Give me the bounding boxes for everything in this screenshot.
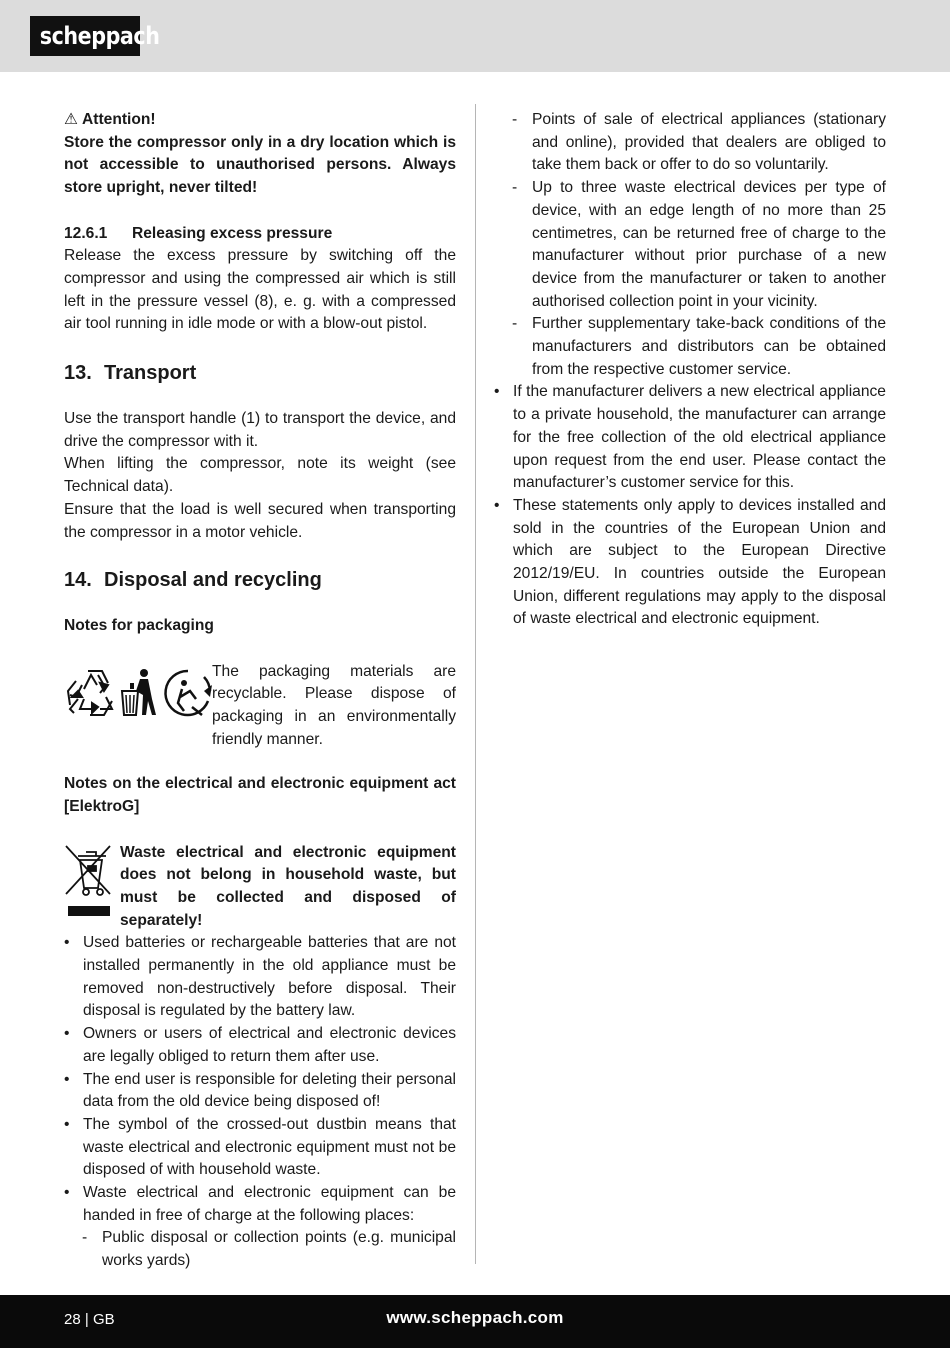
page-header [0,0,950,72]
weee-warning-text: Waste electrical and electronic equipment does not belong in household waste, but must be collected and disposed of separately! [120,843,456,929]
weee-block [64,842,456,933]
attention-title-line: ⚠ Attention! [64,109,456,132]
section-heading-transport: 13. Transport [64,362,197,385]
right-column [494,109,886,631]
website-link[interactable]: www.scheppach.com [386,1308,564,1327]
left-bullet-list [64,932,456,1273]
list-item: • If the manufacturer delivers a new electrical appliance to a private household, the manufacturer can arrange for the free collection of the old electrical appliance upon request from the end user. Please contact the manufacturer’s customer service for this. [494,381,886,495]
transport-paragraph-1: Use the transport handle (1) to transport the device, and drive the compressor with it. [64,410,456,450]
recycling-icon [68,671,112,715]
sub-list-item: - Points of sale of electrical appliances (stationary and online), provided that dealers are obliged to take them back or offer to do so voluntarily. [494,109,886,177]
column-divider [475,104,476,1264]
packaging-icons [64,661,212,729]
list-item: • Waste electrical and electronic equipment can be handed in free of charge at the following places: [64,1182,456,1227]
list-item: • These statements only apply to devices installed and sold in the countries of the European Union and which are subject to the European Directive 2012/19/EU. In countries outside the European Union, different regulations may apply to the disposal of waste electrical and electronic equipment. [494,495,886,631]
transport-paragraph-2: When lifting the compressor, note its weight (see Technical data). [64,455,456,496]
page-number: 28 | GB [64,1311,115,1328]
sub-list-item: - Public disposal or collection points (e.g. municipal works yards) [64,1227,456,1272]
subsection-text: Release the excess pressure by switching off the compressor and using the compressed air which is still left in the pressure vessel (8), e. g. with a compressed air tool running in idle mode or with a blow-out pistol. [64,247,456,333]
green-dot-icon [166,671,212,715]
packaging-text: The packaging materials are recyclable. Please dispose of packaging in an environmentally friendly manner. [212,662,456,748]
sub-list-item: - Further supplementary take-back conditions of the manufacturers and distributors can be obtained from the respective customer service. [494,313,886,381]
list-item: • Used batteries or rechargeable batteries that are not installed permanently in the old appliance must be removed non-destructively before disposal. Their disposal is regulated by the battery law. [64,932,456,1023]
right-bullet-list [494,109,886,631]
list-item: • The end user is responsible for deleting their personal data from the old device being disposed of! [64,1069,456,1114]
section-heading-disposal: 14. Disposal and recycling [64,569,322,592]
list-item: • Owners or users of electrical and electronic devices are legally obliged to return them after use. [64,1023,456,1068]
crossed-out-wheelie-bin-icon [64,842,120,932]
list-item: • The symbol of the crossed-out dustbin means that waste electrical and electronic equipment must not be disposed of with household waste. [64,1114,456,1182]
subsection-heading: 12.6.1 Releasing excess pressure [64,224,333,242]
page-footer [0,1295,950,1348]
sub-list-item: - Up to three waste electrical devices per type of device, with an edge length of no more than 25 centimetres, can be returned free of charge to the manufacturer without prior purchase of a new device from the manufacturer or taken to another authorised collection point in your vicinity. [494,177,886,313]
elektrog-heading: Notes on the electrical and electronic equipment act [ElektroG] [64,775,456,816]
left-column [64,109,456,1273]
litter-bin-icon [122,669,156,715]
brand-logo: scheppach [30,16,140,56]
packaging-heading: Notes for packaging [64,617,214,635]
transport-paragraph-3: Ensure that the load is well secured when transporting the compressor in a motor vehicle. [64,500,456,541]
attention-text: Store the compressor only in a dry location which is not accessible to unauthorised persons. Always store upright, never tilted! [64,133,456,197]
warning-triangle-icon: ⚠ [64,111,78,128]
packaging-block [64,661,456,752]
